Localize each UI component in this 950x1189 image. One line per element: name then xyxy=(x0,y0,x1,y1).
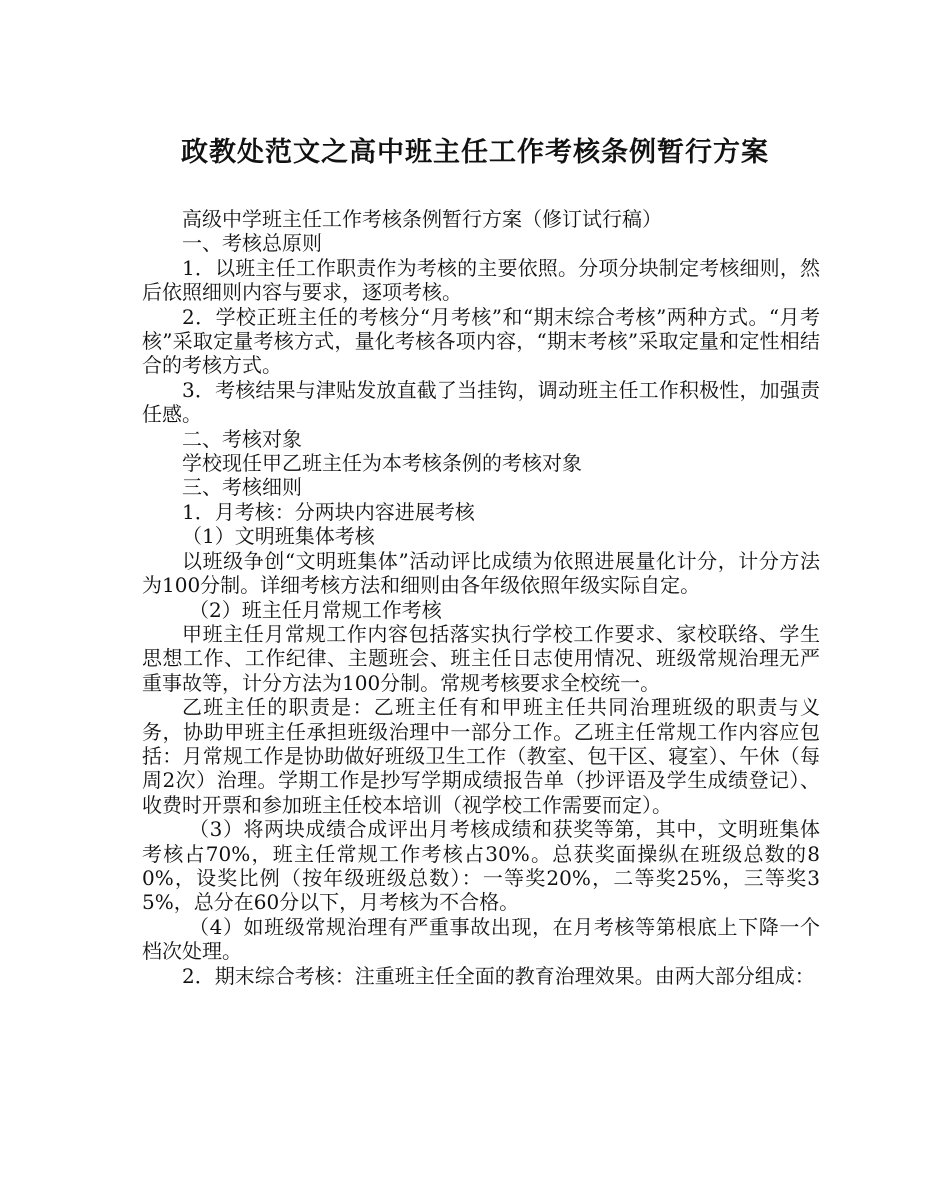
paragraph-principle-3: 3．考核结果与津贴发放直截了当挂钩，调动班主任工作积极性，加强责任感。 xyxy=(142,377,820,427)
paragraph-civilized-class: 以班级争创“文明班集体”活动评比成绩为依照进展量化计分，计分方法为100分制。详细考核方法和细则由各年级依照年级实际自定。 xyxy=(142,548,820,598)
paragraph-subtitle: 高级中学班主任工作考核条例暂行方案（修订试行稿） xyxy=(182,207,662,231)
subheading-civilized-class: （1）文明班集体考核 xyxy=(182,524,375,549)
paragraph-accident-rule: （4）如班级常规治理有严重事故出现，在月考核等第根底上下降一个档次处理。 xyxy=(142,914,820,964)
section-heading-targets: 二、考核对象 xyxy=(182,426,302,451)
subheading-routine-work: （2）班主任月常规工作考核 xyxy=(189,597,442,622)
paragraph-final-review: 2．期末综合考核：注重班主任全面的教育治理效果。由两大部分组成： xyxy=(182,963,815,988)
section-heading-principles: 一、考核总原则 xyxy=(182,231,322,256)
document-title: 政教处范文之高中班主任工作考核条例暂行方案 xyxy=(181,137,769,168)
paragraph-monthly-review: 1．月考核：分两块内容进展考核 xyxy=(182,499,475,524)
paragraph-class-b-duties: 乙班主任的职责是：乙班主任有和甲班主任共同治理班级的职责与义务，协助甲班主任承担班级治理中一部分工作。乙班主任常规工作内容应包括：月常规工作是协助做好班级卫生工作（教室、包干区、寝室）、午休（每周2次）治理。学期工作是抄写学期成绩报告单（抄评语及学生成绩登记）、收费时开票和参加班主任校本培训（视学校工作需要而定）。 xyxy=(142,695,820,817)
paragraph-principle-2: 2．学校正班主任的考核分“月考核”和“期末综合考核”两种方式。“月考核”采取定量考核方式，量化考核各项内容，“期末考核”采取定量和定性相结合的考核方式。 xyxy=(142,304,820,378)
paragraph-principle-1: 1．以班主任工作职责作为考核的主要依照。分项分块制定考核细则，然后依照细则内容与要求，逐项考核。 xyxy=(142,255,820,305)
paragraph-targets: 学校现任甲乙班主任为本考核条例的考核对象 xyxy=(182,451,582,476)
paragraph-class-a-duties: 甲班主任月常规工作内容包括落实执行学校工作要求、家校联络、学生思想工作、工作纪律、主题班会、班主任日志使用情况、班级常规治理无严重事故等，计分方法为100分制。常规考核要求全校统一。 xyxy=(142,621,820,695)
section-heading-details: 三、考核细则 xyxy=(182,475,302,500)
document-body xyxy=(142,207,820,988)
paragraph-score-combination: （3）将两块成绩合成评出月考核成绩和获奖等第，其中，文明班集体考核占70%，班主任常规工作考核占30%。总获奖面操纵在班级总数的80%，设奖比例（按年级班级总数）：一等奖20%，二等奖25%，三等奖35%，总分在60分以下，月考核为不合格。 xyxy=(142,817,820,915)
